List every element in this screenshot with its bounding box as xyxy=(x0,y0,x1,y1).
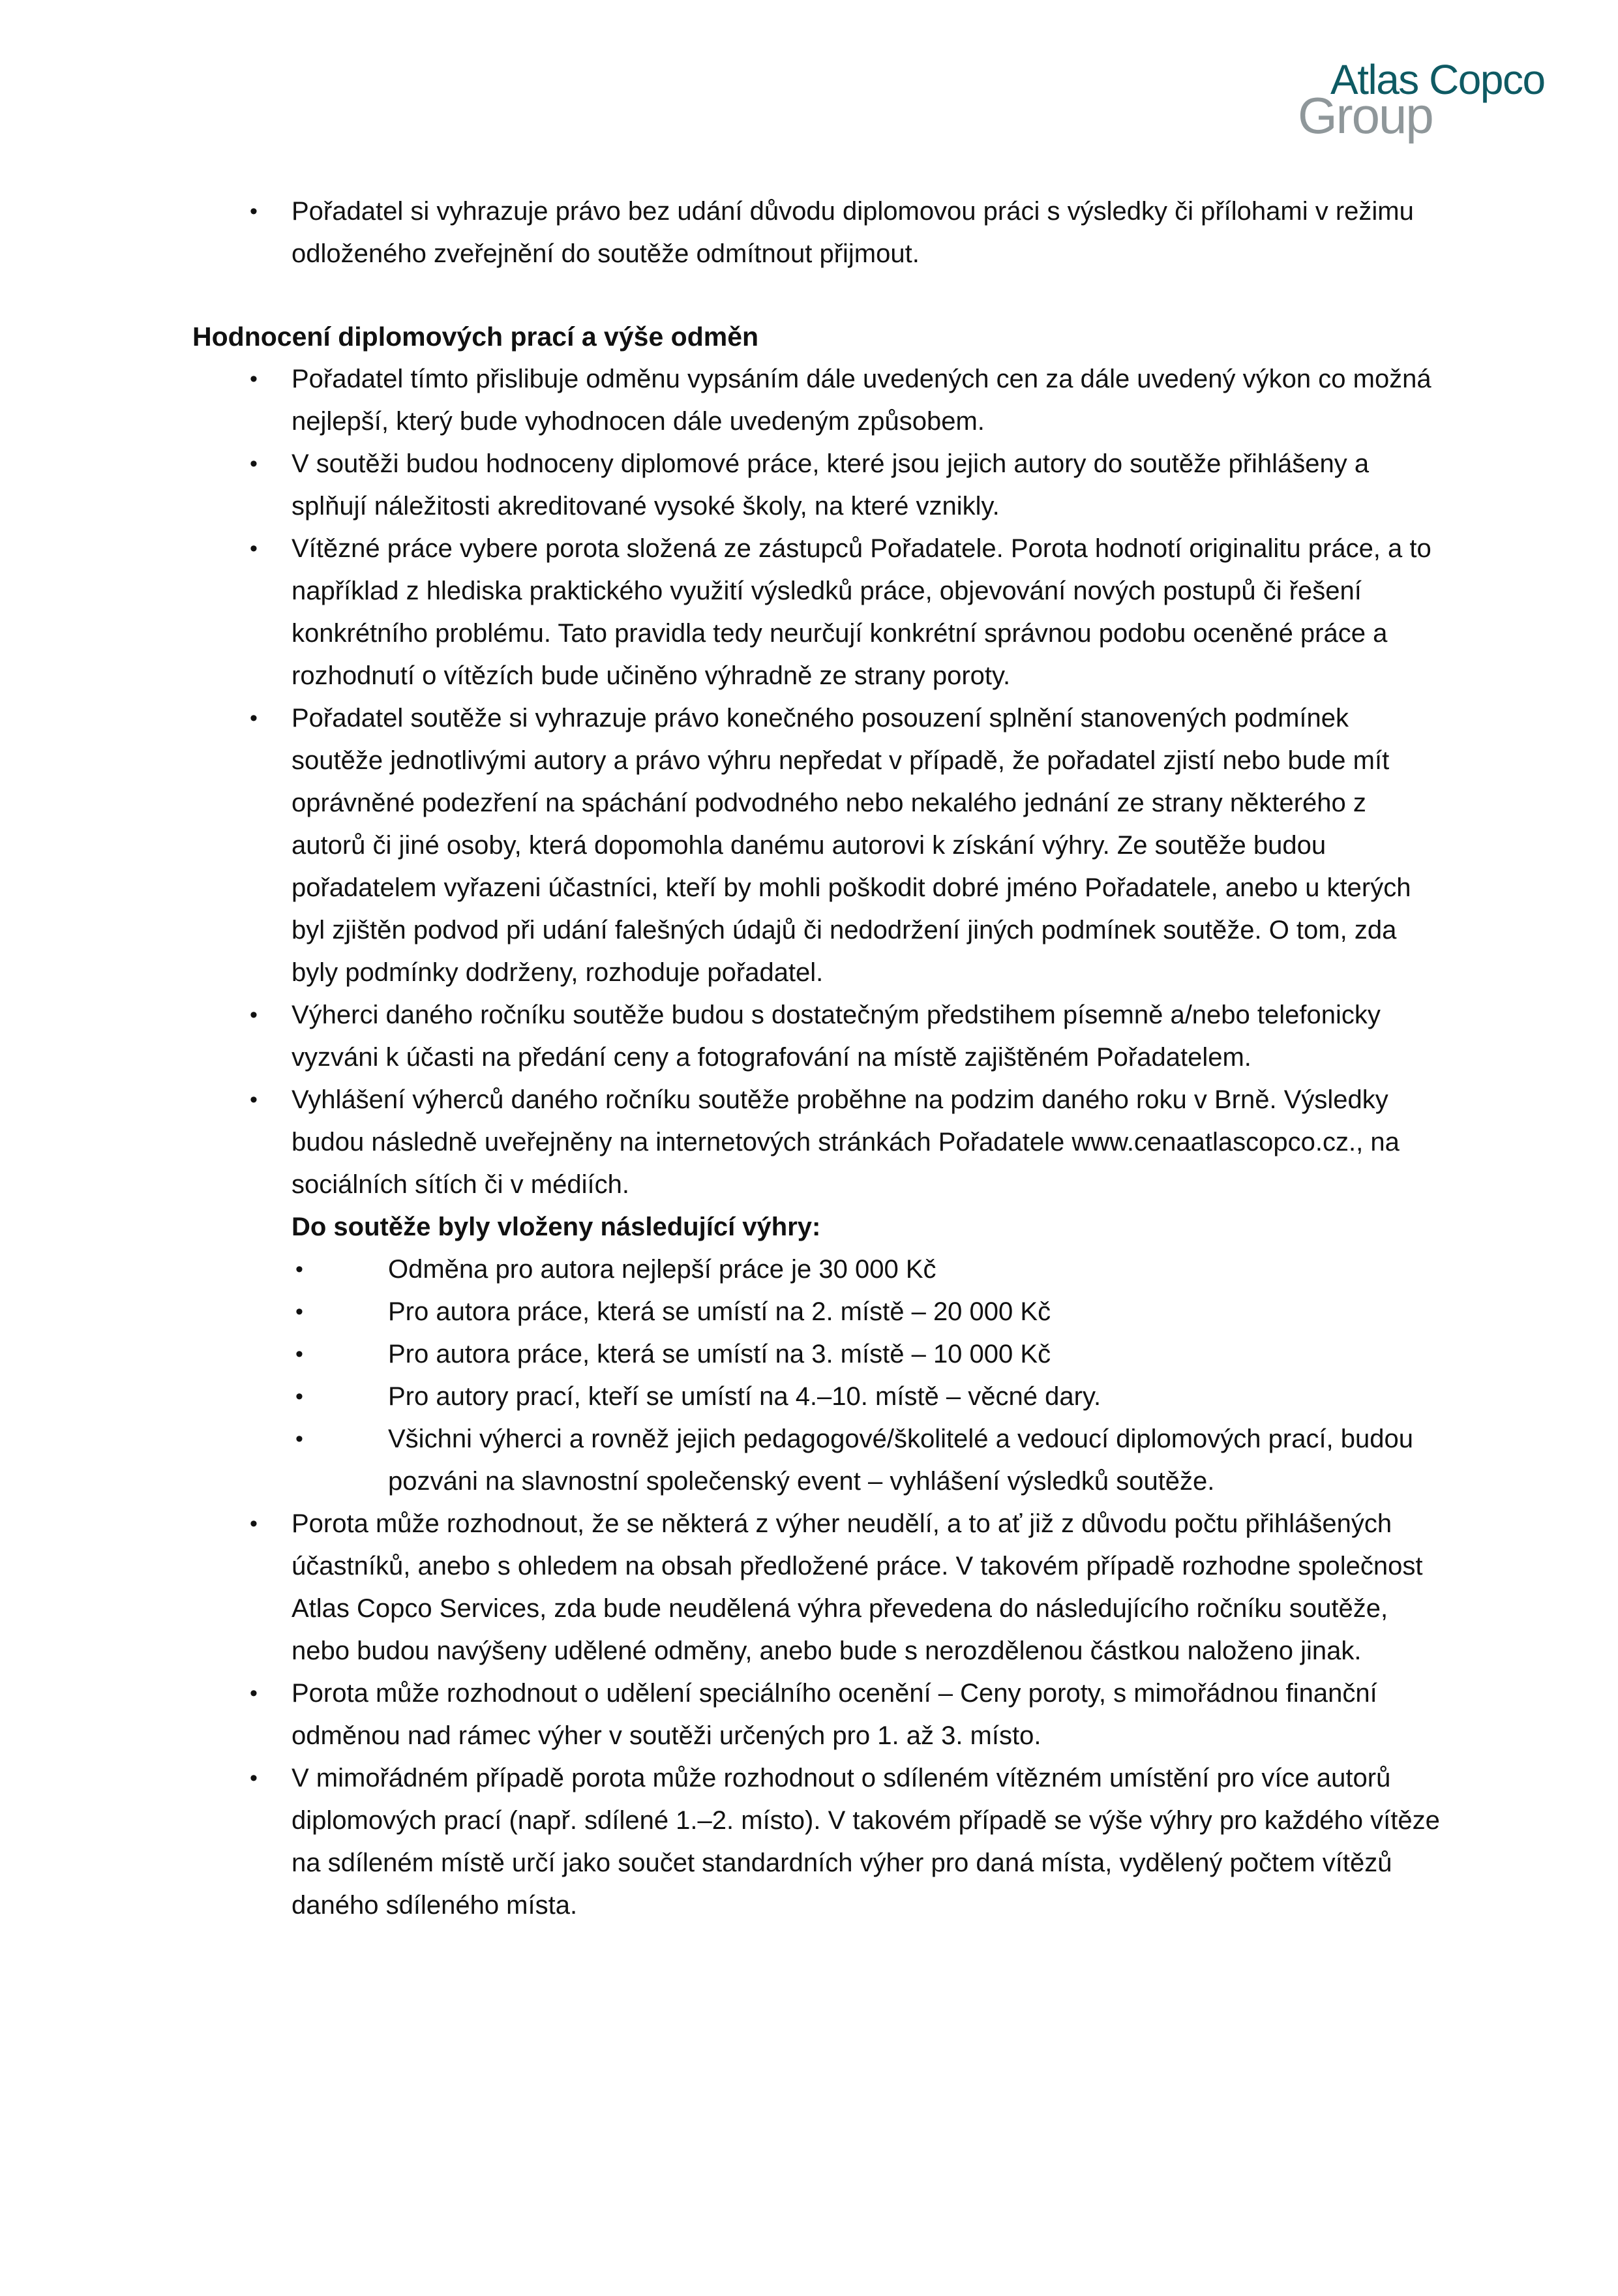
logo-brand-text: Atlas Copco xyxy=(1330,56,1545,103)
list-item xyxy=(192,994,1445,1079)
bullet-icon: • xyxy=(295,1427,303,1451)
prizes-title: Do soutěže byly vloženy následující výhry: xyxy=(292,1213,821,1241)
list-item-text: Pořadatel tímto přislibuje odměnu vypsáním dále uvedených cen za dále uvedený výkon co možná nejlepší, který bude vyhodnocen dále uvedeným způsobem. xyxy=(292,365,1431,436)
prize-text: Odměna pro autora nejlepší práce je 30 000 Kč xyxy=(388,1255,936,1284)
list-item-text: V soutěži budou hodnoceny diplomové práce, které jsou jejich autory do soutěže přihlášeny a splňují náležitosti akreditované vysoké školy, na které vznikly. xyxy=(292,449,1370,521)
list-item-text: Vítězné práce vybere porota složená ze zástupců Pořadatele. Porota hodnotí originalitu práce, a to například z hlediska praktického využití výsledků práce, objevování nových postupů či řešení konkrétního problému. Tato pravidla tedy neurčují konkrétní správnou podobu oceněné práce a rozhodnutí o vítězích bude učiněno výhradně ze strany poroty. xyxy=(292,534,1431,690)
rules-list xyxy=(192,358,1445,1927)
bullet-icon: • xyxy=(250,536,258,561)
list-item xyxy=(192,697,1445,994)
bullet-icon: • xyxy=(250,199,258,224)
list-item xyxy=(192,1503,1445,1672)
bullet-icon: • xyxy=(295,1342,303,1367)
list-item-text: Porota může rozhodnout o udělení speciálního ocenění – Ceny poroty, s mimořádnou finanční odměnou nad rámec výher v soutěži určených pro 1. až 3. místo. xyxy=(292,1679,1377,1750)
prize-item xyxy=(292,1418,1445,1503)
list-item xyxy=(192,443,1445,528)
document-body xyxy=(192,190,1445,1927)
list-item xyxy=(192,358,1445,443)
list-item-text: Výherci daného ročníku soutěže budou s dostatečným předstihem písemně a/nebo telefonicky vyzváni k účasti na předání ceny a fotografování na místě zajištěném Pořadatelem. xyxy=(292,1001,1381,1072)
list-item xyxy=(192,190,1445,275)
bullet-icon: • xyxy=(250,1003,258,1027)
list-item xyxy=(192,1672,1445,1757)
bullet-icon: • xyxy=(250,451,258,476)
logo-group-text: Group xyxy=(1298,87,1433,144)
bullet-icon: • xyxy=(250,1087,258,1112)
prize-text: Pro autora práce, která se umístí na 2. místě – 20 000 Kč xyxy=(388,1297,1051,1326)
intro-list xyxy=(192,190,1445,275)
list-item-text: V mimořádném případě porota může rozhodnout o sdíleném vítězném umístění pro více autorů diplomových prací (např. sdílené 1.–2. místo). V takovém případě se výše výhry pro každého vítěze na sdíleném místě určí jako součet standardních výher pro daná místa, vydělený počtem vítězů daného sdíleného místa. xyxy=(292,1764,1440,1920)
bullet-icon: • xyxy=(250,367,258,391)
prize-item xyxy=(292,1376,1445,1418)
atlas-copco-group-logo xyxy=(1298,56,1559,157)
section-heading: Hodnocení diplomových prací a výše odměn xyxy=(192,322,759,352)
prize-item xyxy=(292,1291,1445,1333)
list-item-text: Pořadatel soutěže si vyhrazuje právo konečného posouzení splnění stanovených podmínek soutěže jednotlivými autory a právo výhru nepředat v případě, že pořadatel zjistí nebo bude mít oprávněné podezření na spáchání podvodného nebo nekalého jednání ze strany některého z autorů či jiné osoby, která dopomohla danému autorovi k získání výhry. Ze soutěže budou pořadatelem vyřazeni účastníci, kteří by mohli poškodit dobré jméno Pořadatele, anebo u kterých byl zjištěn podvod při udání falešných údajů či nedodržení jiných podmínek soutěže. O tom, zda byly podmínky dodrženy, rozhoduje pořadatel. xyxy=(292,704,1411,987)
list-item-announcement xyxy=(192,1079,1445,1503)
list-item-text: Vyhlášení výherců daného ročníku soutěže proběhne na podzim daného roku v Brně. Výsledky budou následně uveřejněny na internetových stránkách Pořadatele www.cenaatlascopco.cz., na sociálních sítích či v médiích. xyxy=(292,1085,1400,1199)
bullet-icon: • xyxy=(295,1257,303,1282)
prize-text: Pro autory prací, kteří se umístí na 4.–10. místě – věcné dary. xyxy=(388,1382,1101,1411)
prize-text: Pro autora práce, která se umístí na 3. místě – 10 000 Kč xyxy=(388,1340,1051,1368)
list-item-text: Porota může rozhodnout, že se některá z výher neudělí, a to ať již z důvodu počtu přihlášených účastníků, anebo s ohledem na obsah předložené práce. V takovém případě rozhodne společnost Atlas Copco Services, zda bude neudělená výhra převedena do následujícího ročníku soutěže, nebo budou navýšeny udělené odměny, anebo bude s nerozdělenou částkou naloženo jinak. xyxy=(292,1509,1423,1665)
bullet-icon: • xyxy=(250,706,258,731)
prize-item xyxy=(292,1248,1445,1291)
list-item xyxy=(192,1757,1445,1927)
list-item xyxy=(192,528,1445,697)
bullet-icon: • xyxy=(295,1299,303,1324)
prize-text: Všichni výherci a rovněž jejich pedagogové/školitelé a vedoucí diplomových prací, budou pozváni na slavnostní společenský event – vyhlášení výsledků soutěže. xyxy=(388,1425,1414,1496)
prizes-list xyxy=(292,1248,1445,1503)
bullet-icon: • xyxy=(250,1766,258,1790)
bullet-icon: • xyxy=(295,1384,303,1409)
bullet-icon: • xyxy=(250,1511,258,1536)
prize-item xyxy=(292,1333,1445,1376)
bullet-icon: • xyxy=(250,1681,258,1706)
list-item-text: Pořadatel si vyhrazuje právo bez udání důvodu diplomovou práci s výsledky či přílohami v režimu odloženého zveřejnění do soutěže odmítnout přijmout. xyxy=(292,197,1414,268)
